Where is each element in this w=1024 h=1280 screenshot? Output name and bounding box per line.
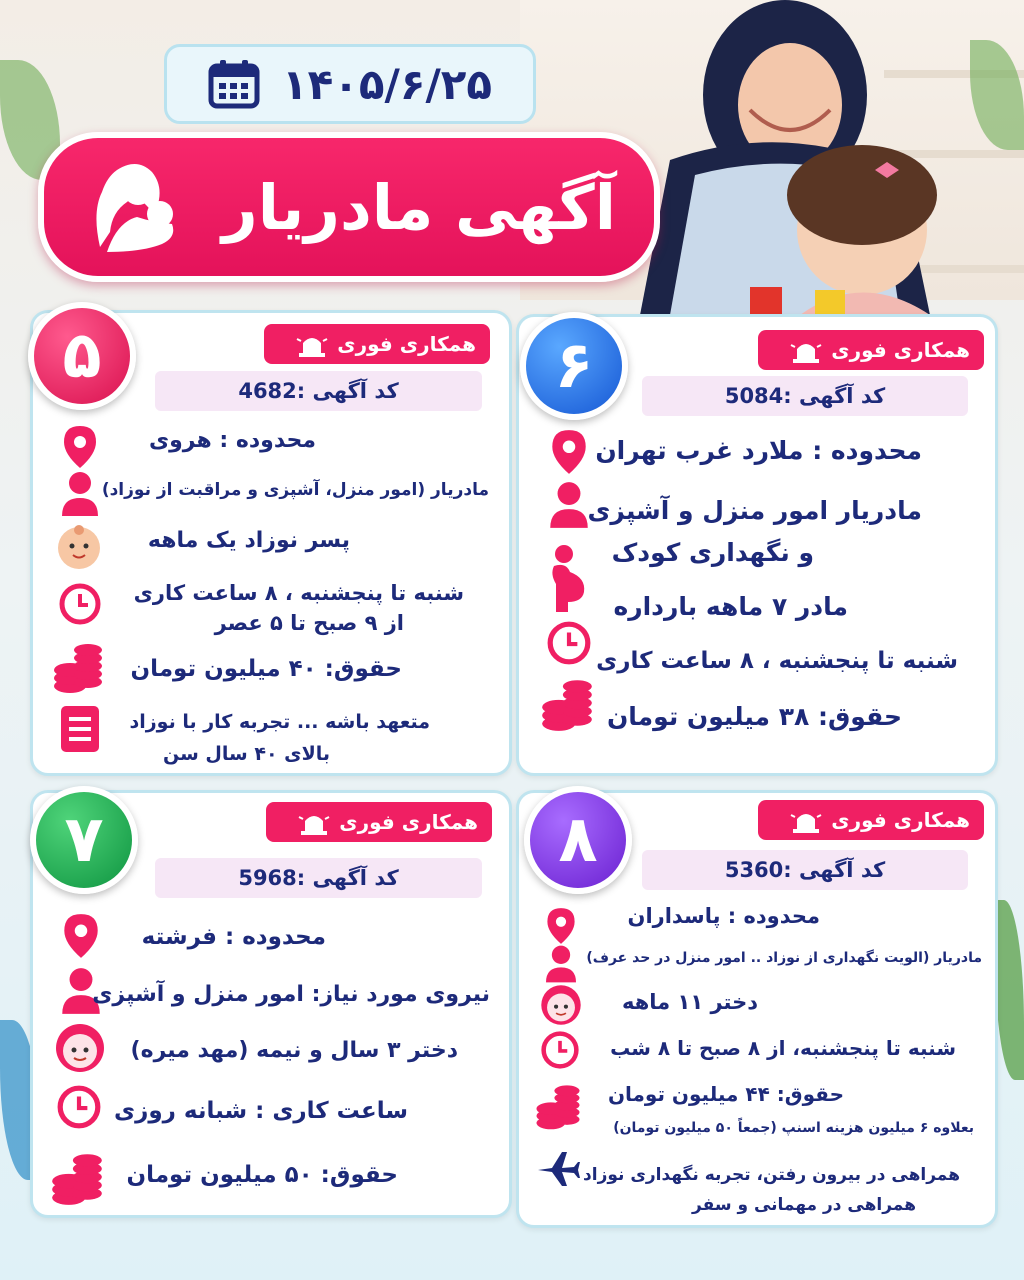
- mother-baby-icon: [82, 152, 192, 262]
- salary-text: حقوق: ۳۸ میلیون تومان: [606, 702, 902, 731]
- ad-code-label: کد آگهی :: [783, 384, 886, 408]
- nanny-child-photo: [600, 0, 960, 315]
- girl-face-icon: [52, 1020, 108, 1076]
- ad-code-value: 5084: [724, 384, 784, 408]
- salary-text: حقوق: ۵۰ میلیون تومان: [126, 1162, 398, 1188]
- baby-face-icon: [54, 522, 104, 572]
- travel-line-1: همراهی در بیرون رفتن، تجربه نگهداری نوزاد: [583, 1165, 960, 1185]
- pregnant-woman-icon: [544, 544, 590, 612]
- salary-text: حقوق: ۴۴ میلیون تومان: [607, 1082, 844, 1106]
- title-banner: [38, 132, 660, 282]
- job-line-2: و نگهداری کودک: [611, 538, 814, 567]
- ad-code-label: کد آگهی :: [783, 858, 886, 882]
- clock-icon: [540, 1030, 580, 1070]
- hours-text: ساعت کاری : شبانه روزی: [114, 1098, 408, 1124]
- ad-number-badge: ۷: [30, 786, 138, 894]
- location-pin-icon: [60, 424, 100, 470]
- hours-line-2: از ۹ صبح تا ۵ عصر: [214, 611, 404, 635]
- ad-code-value: 5968: [238, 866, 297, 890]
- plant-leaf: [995, 900, 1024, 1080]
- ad-code: [155, 371, 482, 411]
- child-text: دختر ۱۱ ماهه: [622, 990, 758, 1014]
- job-text: نیروی مورد نیاز: امور منزل و آشپزی: [92, 982, 490, 1007]
- ad-number-badge: ۶: [520, 312, 628, 420]
- area-text: محدوده : ملارد غرب تهران: [595, 436, 922, 465]
- clock-icon: [546, 620, 592, 666]
- salary-text: حقوق: ۴۰ میلیون تومان: [130, 656, 402, 682]
- urgent-tag: [264, 324, 490, 364]
- ad-code-label: کد آگهی :: [296, 379, 399, 403]
- ad-code-label: کد آگهی :: [296, 866, 399, 890]
- area-text: محدوده : فرشته: [141, 924, 326, 950]
- urgent-label: همکاری فوری: [831, 808, 970, 832]
- person-icon: [58, 470, 102, 518]
- location-pin-icon: [548, 428, 590, 476]
- urgent-tag: [266, 802, 492, 842]
- urgent-label: همکاری فوری: [831, 338, 970, 362]
- ad-number-badge: ۵: [28, 302, 136, 410]
- job-line-1: مادریار امور منزل و آشپزی: [587, 496, 922, 525]
- location-pin-icon: [60, 912, 102, 960]
- travel-text: [583, 1160, 960, 1220]
- siren-icon: [789, 337, 823, 363]
- requirements-text: [129, 706, 430, 770]
- siren-icon: [295, 331, 329, 357]
- hours-line-1: شنبه تا پنجشنبه ، ۸ ساعت کاری: [133, 581, 464, 605]
- child-text: پسر نوزاد یک ماهه: [147, 528, 350, 553]
- job-text: مادریار (الویت نگهداری از نوزاد .. امور منزل در حد عرف): [586, 950, 982, 966]
- hours-text: [134, 578, 464, 638]
- area-text: محدوده : پاسداران: [627, 904, 820, 928]
- date-text: ۱۴۰۵/۶/۲۵: [281, 59, 493, 109]
- hours-text: شنبه تا پنجشنبه، از ۸ صبح تا ۸ شب: [610, 1036, 956, 1060]
- ad-code: [642, 376, 968, 416]
- hours-text: شنبه تا پنجشنبه ، ۸ ساعت کاری: [596, 648, 958, 674]
- urgent-tag: [758, 800, 984, 840]
- coins-icon: [540, 674, 594, 734]
- child-text: دختر ۳ سال و نیمه (مهد میره): [130, 1038, 458, 1063]
- person-icon: [542, 944, 580, 984]
- job-text: [588, 490, 922, 574]
- urgent-label: همکاری فوری: [337, 332, 476, 356]
- date-badge: [164, 44, 536, 124]
- page-title: آگهی مادریار: [222, 170, 616, 244]
- ad-code: [155, 858, 482, 898]
- siren-icon: [297, 809, 331, 835]
- person-icon: [546, 480, 592, 530]
- clock-icon: [56, 1084, 102, 1130]
- airplane-icon: [536, 1150, 580, 1188]
- extra-text: بعلاوه ۶ میلیون هزینه اسنپ (جمعاً ۵۰ میلیون تومان): [613, 1120, 974, 1136]
- calendar-icon: [208, 58, 260, 110]
- travel-line-2: همراهی در مهمانی و سفر: [692, 1195, 916, 1215]
- job-text: مادریار (امور منزل، آشپزی و مراقبت از نوزاد): [101, 480, 489, 500]
- girl-face-icon: [538, 982, 584, 1028]
- siren-icon: [789, 807, 823, 833]
- ad-number-badge: ۸: [524, 786, 632, 894]
- urgent-tag: [758, 330, 984, 370]
- ad-code-value: 5360: [724, 858, 784, 882]
- ad-code: [642, 850, 968, 890]
- mother-text: مادر ۷ ماهه بارداره: [613, 592, 848, 621]
- document-icon: [58, 704, 102, 754]
- coins-icon: [50, 1148, 104, 1208]
- coins-icon: [52, 638, 104, 696]
- requirements-line-2: بالای ۴۰ سال سن: [163, 743, 330, 765]
- ad-code-value: 4682: [238, 379, 297, 403]
- coins-icon: [534, 1080, 582, 1132]
- clock-icon: [58, 582, 102, 626]
- location-pin-icon: [544, 906, 578, 946]
- urgent-label: همکاری فوری: [339, 810, 478, 834]
- requirements-line-1: متعهد باشه ... تجربه کار با نوزاد: [129, 711, 430, 733]
- area-text: محدوده : هروی: [148, 428, 316, 453]
